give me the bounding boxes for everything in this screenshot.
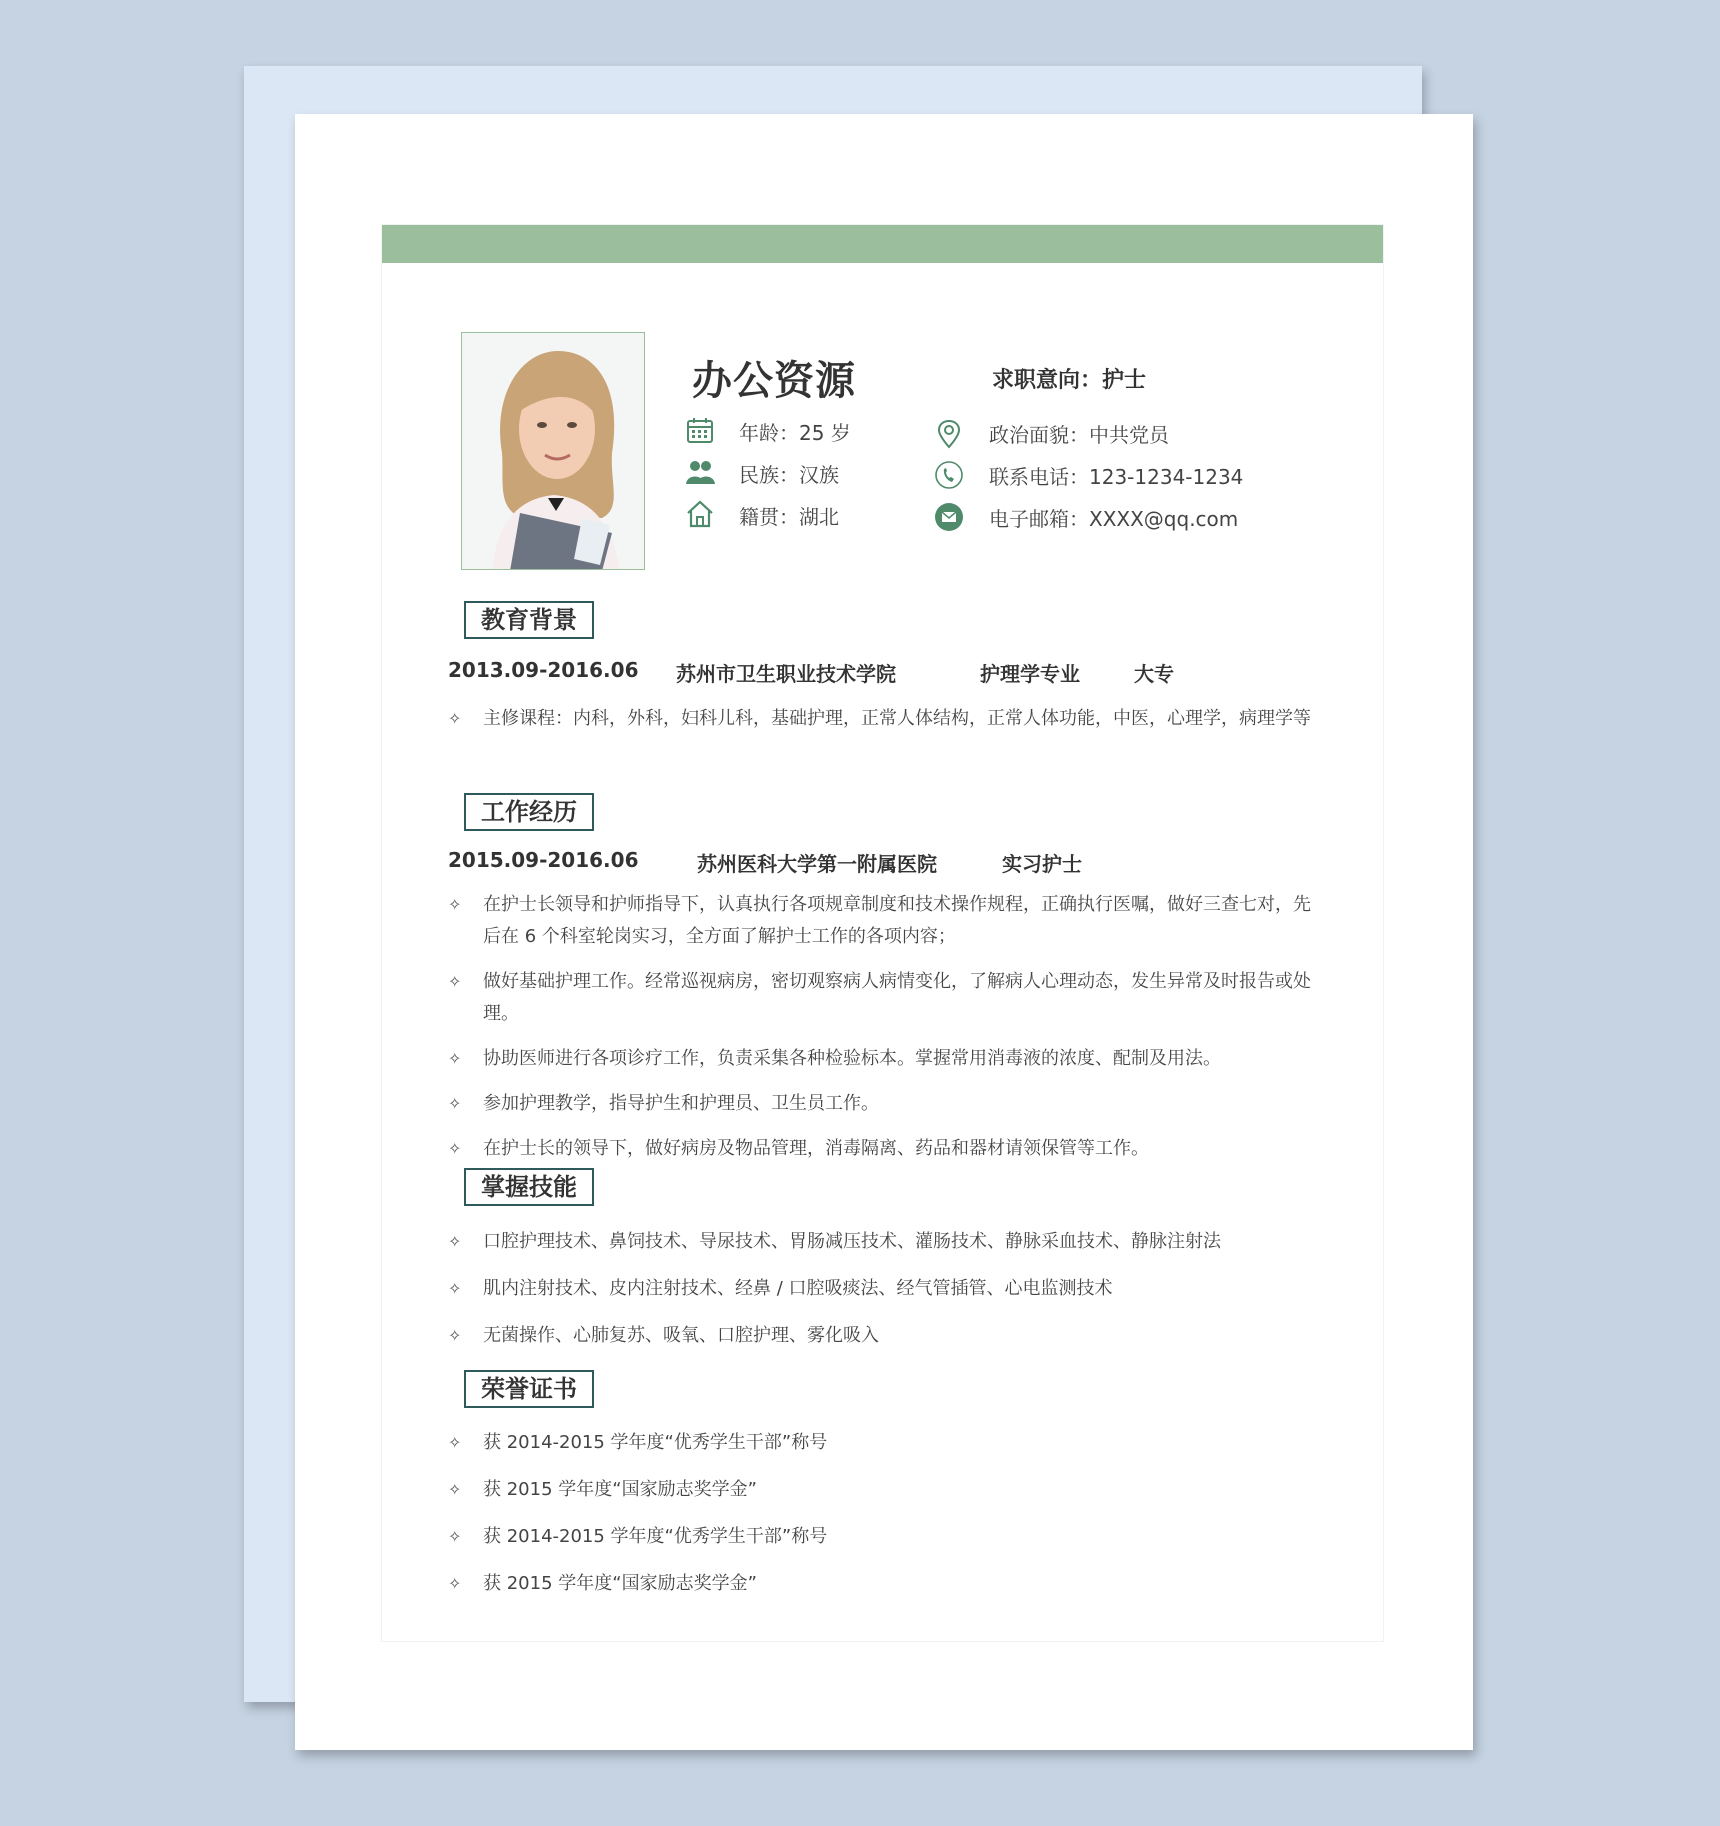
bullet-star-icon: ✧	[448, 1139, 462, 1158]
work-item: ✧ 做好基础护理工作。经常巡视病房，密切观察病人病情变化，了解病人心理动态，发生异常及时报告或处理。	[448, 966, 1318, 1030]
bullet-star-icon: ✧	[448, 1232, 462, 1251]
job-intent: 求职意向：护士	[992, 368, 1147, 393]
hometown-field: 籍贯：湖北	[739, 505, 839, 529]
bullet-star-icon: ✧	[448, 709, 462, 728]
bullet-star-icon: ✧	[448, 1279, 462, 1298]
bullet-star-icon: ✧	[448, 972, 462, 991]
bullet-star-icon: ✧	[448, 1527, 462, 1546]
education-degree: 大专	[1134, 662, 1174, 686]
education-item: ✧ 主修课程：内科，外科，妇科儿科，基础护理，正常人体结构，正常人体功能，中医，心理学，病理学等	[448, 703, 1318, 735]
work-period: 2015.09-2016.06	[448, 848, 639, 872]
skill-item: ✧ 口腔护理技术、鼻饲技术、导尿技术、胃肠减压技术、灌肠技术、静脉采血技术、静脉注射法	[448, 1226, 1318, 1258]
section-title-education: 教育背景	[464, 601, 594, 639]
resume-content	[381, 224, 1384, 1642]
honor-item: ✧ 获 2015 学年度“国家励志奖学金”	[448, 1474, 1318, 1506]
work-item: ✧ 协助医师进行各项诊疗工作，负责采集各种检验标本。掌握常用消毒液的浓度、配制及用法。	[448, 1043, 1318, 1075]
header-bar	[382, 225, 1383, 263]
location-icon	[934, 419, 964, 449]
work-item: ✧ 在护士长的领导下，做好病房及物品管理，消毒隔离、药品和器材请领保管等工作。	[448, 1133, 1318, 1165]
mail-icon	[934, 502, 964, 532]
work-org: 苏州医科大学第一附属医院	[697, 852, 937, 876]
phone-icon	[934, 460, 964, 490]
bullet-star-icon: ✧	[448, 1433, 462, 1452]
honor-item: ✧ 获 2014-2015 学年度“优秀学生干部”称号	[448, 1521, 1318, 1553]
bullet-star-icon: ✧	[448, 1094, 462, 1113]
work-item: ✧ 在护士长领导和护师指导下，认真执行各项规章制度和技术操作规程，正确执行医嘱，做好三查七对，先后在 6 个科室轮岗实习，全方面了解护士工作的各项内容；	[448, 889, 1318, 953]
bullet-star-icon: ✧	[448, 1480, 462, 1499]
resume-page	[295, 114, 1473, 1750]
education-major: 护理学专业	[980, 662, 1080, 686]
home-icon	[685, 499, 715, 529]
honor-item: ✧ 获 2014-2015 学年度“优秀学生干部”称号	[448, 1427, 1318, 1459]
work-role: 实习护士	[1002, 852, 1082, 876]
calendar-icon	[685, 415, 715, 445]
section-title-skills: 掌握技能	[464, 1168, 594, 1206]
skill-item: ✧ 无菌操作、心肺复苏、吸氧、口腔护理、雾化吸入	[448, 1320, 1318, 1352]
skill-item: ✧ 肌内注射技术、皮内注射技术、经鼻 / 口腔吸痰法、经气管插管、心电监测技术	[448, 1273, 1318, 1305]
education-period: 2013.09-2016.06	[448, 658, 639, 682]
profile-photo	[461, 332, 645, 570]
candidate-name: 办公资源	[692, 358, 856, 404]
politics-field: 政治面貌：中共党员	[989, 423, 1169, 447]
bullet-star-icon: ✧	[448, 1574, 462, 1593]
education-school: 苏州市卫生职业技术学院	[676, 662, 896, 686]
age-field: 年龄：25 岁	[739, 421, 851, 445]
phone-field: 联系电话：123-1234-1234	[989, 465, 1244, 489]
section-title-work: 工作经历	[464, 793, 594, 831]
people-icon	[685, 457, 715, 487]
honor-item: ✧ 获 2015 学年度“国家励志奖学金”	[448, 1568, 1318, 1600]
work-item: ✧ 参加护理教学，指导护生和护理员、卫生员工作。	[448, 1088, 1318, 1120]
bullet-star-icon: ✧	[448, 1326, 462, 1345]
bullet-star-icon: ✧	[448, 1049, 462, 1068]
ethnicity-field: 民族：汉族	[739, 463, 839, 487]
bullet-star-icon: ✧	[448, 895, 462, 914]
email-field: 电子邮箱：XXXX@qq.com	[989, 507, 1239, 531]
section-title-honors: 荣誉证书	[464, 1370, 594, 1408]
person-photo-icon	[462, 333, 645, 570]
